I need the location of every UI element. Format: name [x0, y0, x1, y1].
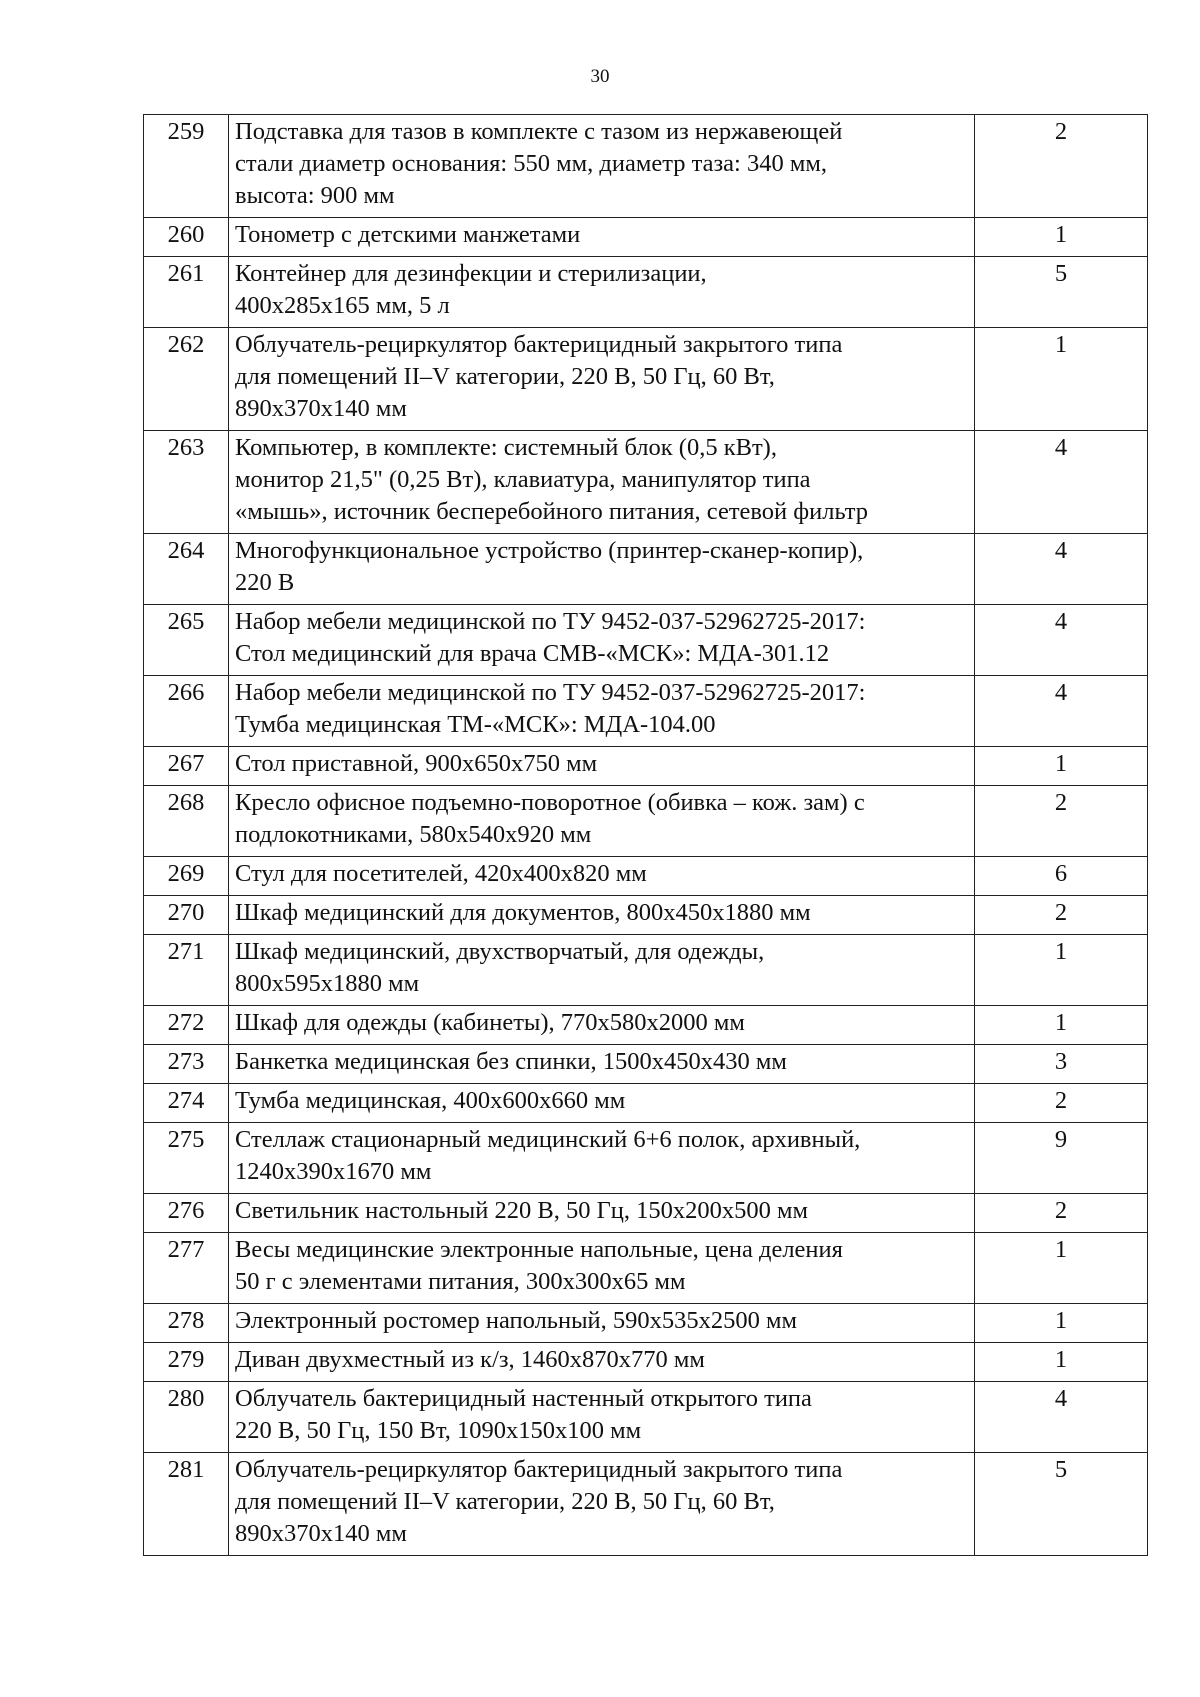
- item-name-line: для помещений II–V категории, 220 В, 50 Гц, 60 Вт,: [235, 363, 775, 390]
- table-row: [144, 257, 1148, 328]
- item-name-line: для помещений II–V категории, 220 В, 50 Гц, 60 Вт,: [235, 1488, 775, 1515]
- item-name-line: Тонометр с детскими манжетами: [235, 221, 581, 248]
- quantity-cell: 4: [975, 1382, 1148, 1453]
- item-name-cell: [229, 1304, 975, 1343]
- item-name-line: подлокотниками, 580x540x920 мм: [235, 821, 592, 848]
- row-number-cell: 276: [144, 1194, 229, 1233]
- row-number-cell: 274: [144, 1084, 229, 1123]
- item-name-cell: [229, 115, 975, 218]
- item-name-cell: [229, 896, 975, 935]
- table-row: [144, 431, 1148, 534]
- table-row: [144, 935, 1148, 1006]
- item-name-line: Подставка для тазов в комплекте с тазом из нержавеющей: [235, 118, 843, 145]
- item-name-line: Стеллаж стационарный медицинский 6+6 полок, архивный,: [235, 1126, 861, 1153]
- item-name-line: стали диаметр основания: 550 мм, диаметр таза: 340 мм,: [235, 150, 827, 177]
- row-number-cell: 271: [144, 935, 229, 1006]
- quantity-cell: 5: [975, 1453, 1148, 1556]
- item-name-line: Многофункциональное устройство (принтер-сканер-копир),: [235, 537, 864, 564]
- row-number-cell: 266: [144, 676, 229, 747]
- item-name-line: Облучатель-рециркулятор бактерицидный закрытого типа: [235, 1456, 843, 1483]
- item-name-line: Весы медицинские электронные напольные, цена деления: [235, 1236, 843, 1263]
- table-row: [144, 1006, 1148, 1045]
- quantity-cell: 1: [975, 935, 1148, 1006]
- table-row: [144, 857, 1148, 896]
- table-row: [144, 1382, 1148, 1453]
- item-name-line: Шкаф медицинский, двухстворчатый, для одежды,: [235, 938, 765, 965]
- table-row: [144, 605, 1148, 676]
- row-number-cell: 259: [144, 115, 229, 218]
- equipment-table-body: [144, 115, 1148, 1556]
- quantity-cell: 4: [975, 534, 1148, 605]
- item-name-cell: [229, 1006, 975, 1045]
- row-number-cell: 281: [144, 1453, 229, 1556]
- table-row: [144, 1304, 1148, 1343]
- item-name-cell: [229, 534, 975, 605]
- item-name-cell: [229, 1123, 975, 1194]
- item-name-line: Электронный ростомер напольный, 590x535x2500 мм: [235, 1307, 798, 1334]
- quantity-cell: 6: [975, 857, 1148, 896]
- table-row: [144, 676, 1148, 747]
- item-name-cell: [229, 935, 975, 1006]
- item-name-cell: [229, 1194, 975, 1233]
- item-name-line: «мышь», источник бесперебойного питания, сетевой фильтр: [235, 498, 868, 525]
- quantity-cell: 2: [975, 786, 1148, 857]
- table-row: [144, 1123, 1148, 1194]
- row-number-cell: 263: [144, 431, 229, 534]
- row-number-cell: 275: [144, 1123, 229, 1194]
- table-row: [144, 747, 1148, 786]
- table-row: [144, 1045, 1148, 1084]
- item-name-line: Стол медицинский для врача СМВ-«МСК»: МДА-301.12: [235, 640, 830, 667]
- row-number-cell: 260: [144, 218, 229, 257]
- table-row: [144, 115, 1148, 218]
- item-name-cell: [229, 1045, 975, 1084]
- quantity-cell: 4: [975, 605, 1148, 676]
- row-number-cell: 280: [144, 1382, 229, 1453]
- item-name-line: 1240x390x1670 мм: [235, 1158, 432, 1185]
- item-name-line: 800x595x1880 мм: [235, 970, 420, 997]
- item-name-line: Набор мебели медицинской по ТУ 9452-037-52962725-2017:: [235, 608, 866, 635]
- item-name-line: высота: 900 мм: [235, 182, 395, 209]
- quantity-cell: 2: [975, 115, 1148, 218]
- item-name-cell: [229, 328, 975, 431]
- item-name-line: Светильник настольный 220 В, 50 Гц, 150x200x500 мм: [235, 1197, 808, 1224]
- row-number-cell: 264: [144, 534, 229, 605]
- quantity-cell: 1: [975, 1304, 1148, 1343]
- item-name-cell: [229, 747, 975, 786]
- item-name-cell: [229, 786, 975, 857]
- table-row: [144, 1194, 1148, 1233]
- table-row: [144, 1343, 1148, 1382]
- quantity-cell: 1: [975, 328, 1148, 431]
- item-name-line: Тумба медицинская, 400x600x660 мм: [235, 1087, 626, 1114]
- quantity-cell: 2: [975, 896, 1148, 935]
- quantity-cell: 2: [975, 1084, 1148, 1123]
- item-name-line: 890x370x140 мм: [235, 395, 407, 422]
- row-number-cell: 262: [144, 328, 229, 431]
- table-row: [144, 786, 1148, 857]
- row-number-cell: 261: [144, 257, 229, 328]
- item-name-line: 890x370x140 мм: [235, 1520, 407, 1547]
- item-name-line: Компьютер, в комплекте: системный блок (0,5 кВт),: [235, 434, 777, 461]
- quantity-cell: 1: [975, 1006, 1148, 1045]
- item-name-line: Тумба медицинская ТМ-«МСК»: МДА-104.00: [235, 711, 716, 738]
- item-name-line: Кресло офисное подъемно-поворотное (обивка – кож. зам) с: [235, 789, 865, 816]
- item-name-line: Шкаф медицинский для документов, 800x450x1880 мм: [235, 899, 811, 926]
- item-name-line: 400x285x165 мм, 5 л: [235, 292, 450, 319]
- item-name-line: 50 г с элементами питания, 300x300x65 мм: [235, 1268, 686, 1295]
- table-row: [144, 896, 1148, 935]
- item-name-line: монитор 21,5" (0,25 Вт), клавиатура, манипулятор типа: [235, 466, 811, 493]
- row-number-cell: 279: [144, 1343, 229, 1382]
- table-row: [144, 1233, 1148, 1304]
- item-name-line: 220 В, 50 Гц, 150 Вт, 1090x150x100 мм: [235, 1417, 642, 1444]
- quantity-cell: 9: [975, 1123, 1148, 1194]
- row-number-cell: 272: [144, 1006, 229, 1045]
- item-name-line: Облучатель-рециркулятор бактерицидный закрытого типа: [235, 331, 843, 358]
- item-name-line: Стул для посетителей, 420x400x820 мм: [235, 860, 647, 887]
- item-name-cell: [229, 218, 975, 257]
- item-name-line: Диван двухместный из к/з, 1460x870x770 мм: [235, 1346, 705, 1373]
- row-number-cell: 269: [144, 857, 229, 896]
- table-row: [144, 218, 1148, 257]
- row-number-cell: 270: [144, 896, 229, 935]
- item-name-line: Набор мебели медицинской по ТУ 9452-037-52962725-2017:: [235, 679, 866, 706]
- item-name-cell: [229, 1084, 975, 1123]
- table-row: [144, 328, 1148, 431]
- item-name-cell: [229, 1382, 975, 1453]
- item-name-cell: [229, 676, 975, 747]
- item-name-line: Шкаф для одежды (кабинеты), 770x580x2000 мм: [235, 1009, 745, 1036]
- item-name-line: 220 В: [235, 569, 295, 596]
- item-name-cell: [229, 1453, 975, 1556]
- quantity-cell: 1: [975, 1233, 1148, 1304]
- table-row: [144, 1453, 1148, 1556]
- item-name-cell: [229, 1233, 975, 1304]
- row-number-cell: 268: [144, 786, 229, 857]
- item-name-line: Банкетка медицинская без спинки, 1500x450x430 мм: [235, 1048, 787, 1075]
- item-name-cell: [229, 257, 975, 328]
- item-name-line: Контейнер для дезинфекции и стерилизации,: [235, 260, 707, 287]
- quantity-cell: 4: [975, 431, 1148, 534]
- item-name-cell: [229, 431, 975, 534]
- quantity-cell: 1: [975, 747, 1148, 786]
- table-row: [144, 1084, 1148, 1123]
- row-number-cell: 273: [144, 1045, 229, 1084]
- item-name-line: Стол приставной, 900x650x750 мм: [235, 750, 598, 777]
- quantity-cell: 5: [975, 257, 1148, 328]
- quantity-cell: 1: [975, 218, 1148, 257]
- equipment-table: [143, 114, 1148, 1556]
- item-name-cell: [229, 1343, 975, 1382]
- table-row: [144, 534, 1148, 605]
- quantity-cell: 1: [975, 1343, 1148, 1382]
- row-number-cell: 278: [144, 1304, 229, 1343]
- item-name-cell: [229, 605, 975, 676]
- quantity-cell: 2: [975, 1194, 1148, 1233]
- item-name-cell: [229, 857, 975, 896]
- quantity-cell: 3: [975, 1045, 1148, 1084]
- row-number-cell: 265: [144, 605, 229, 676]
- quantity-cell: 4: [975, 676, 1148, 747]
- page-number: 30: [590, 66, 610, 87]
- item-name-line: Облучатель бактерицидный настенный открытого типа: [235, 1385, 812, 1412]
- row-number-cell: 267: [144, 747, 229, 786]
- row-number-cell: 277: [144, 1233, 229, 1304]
